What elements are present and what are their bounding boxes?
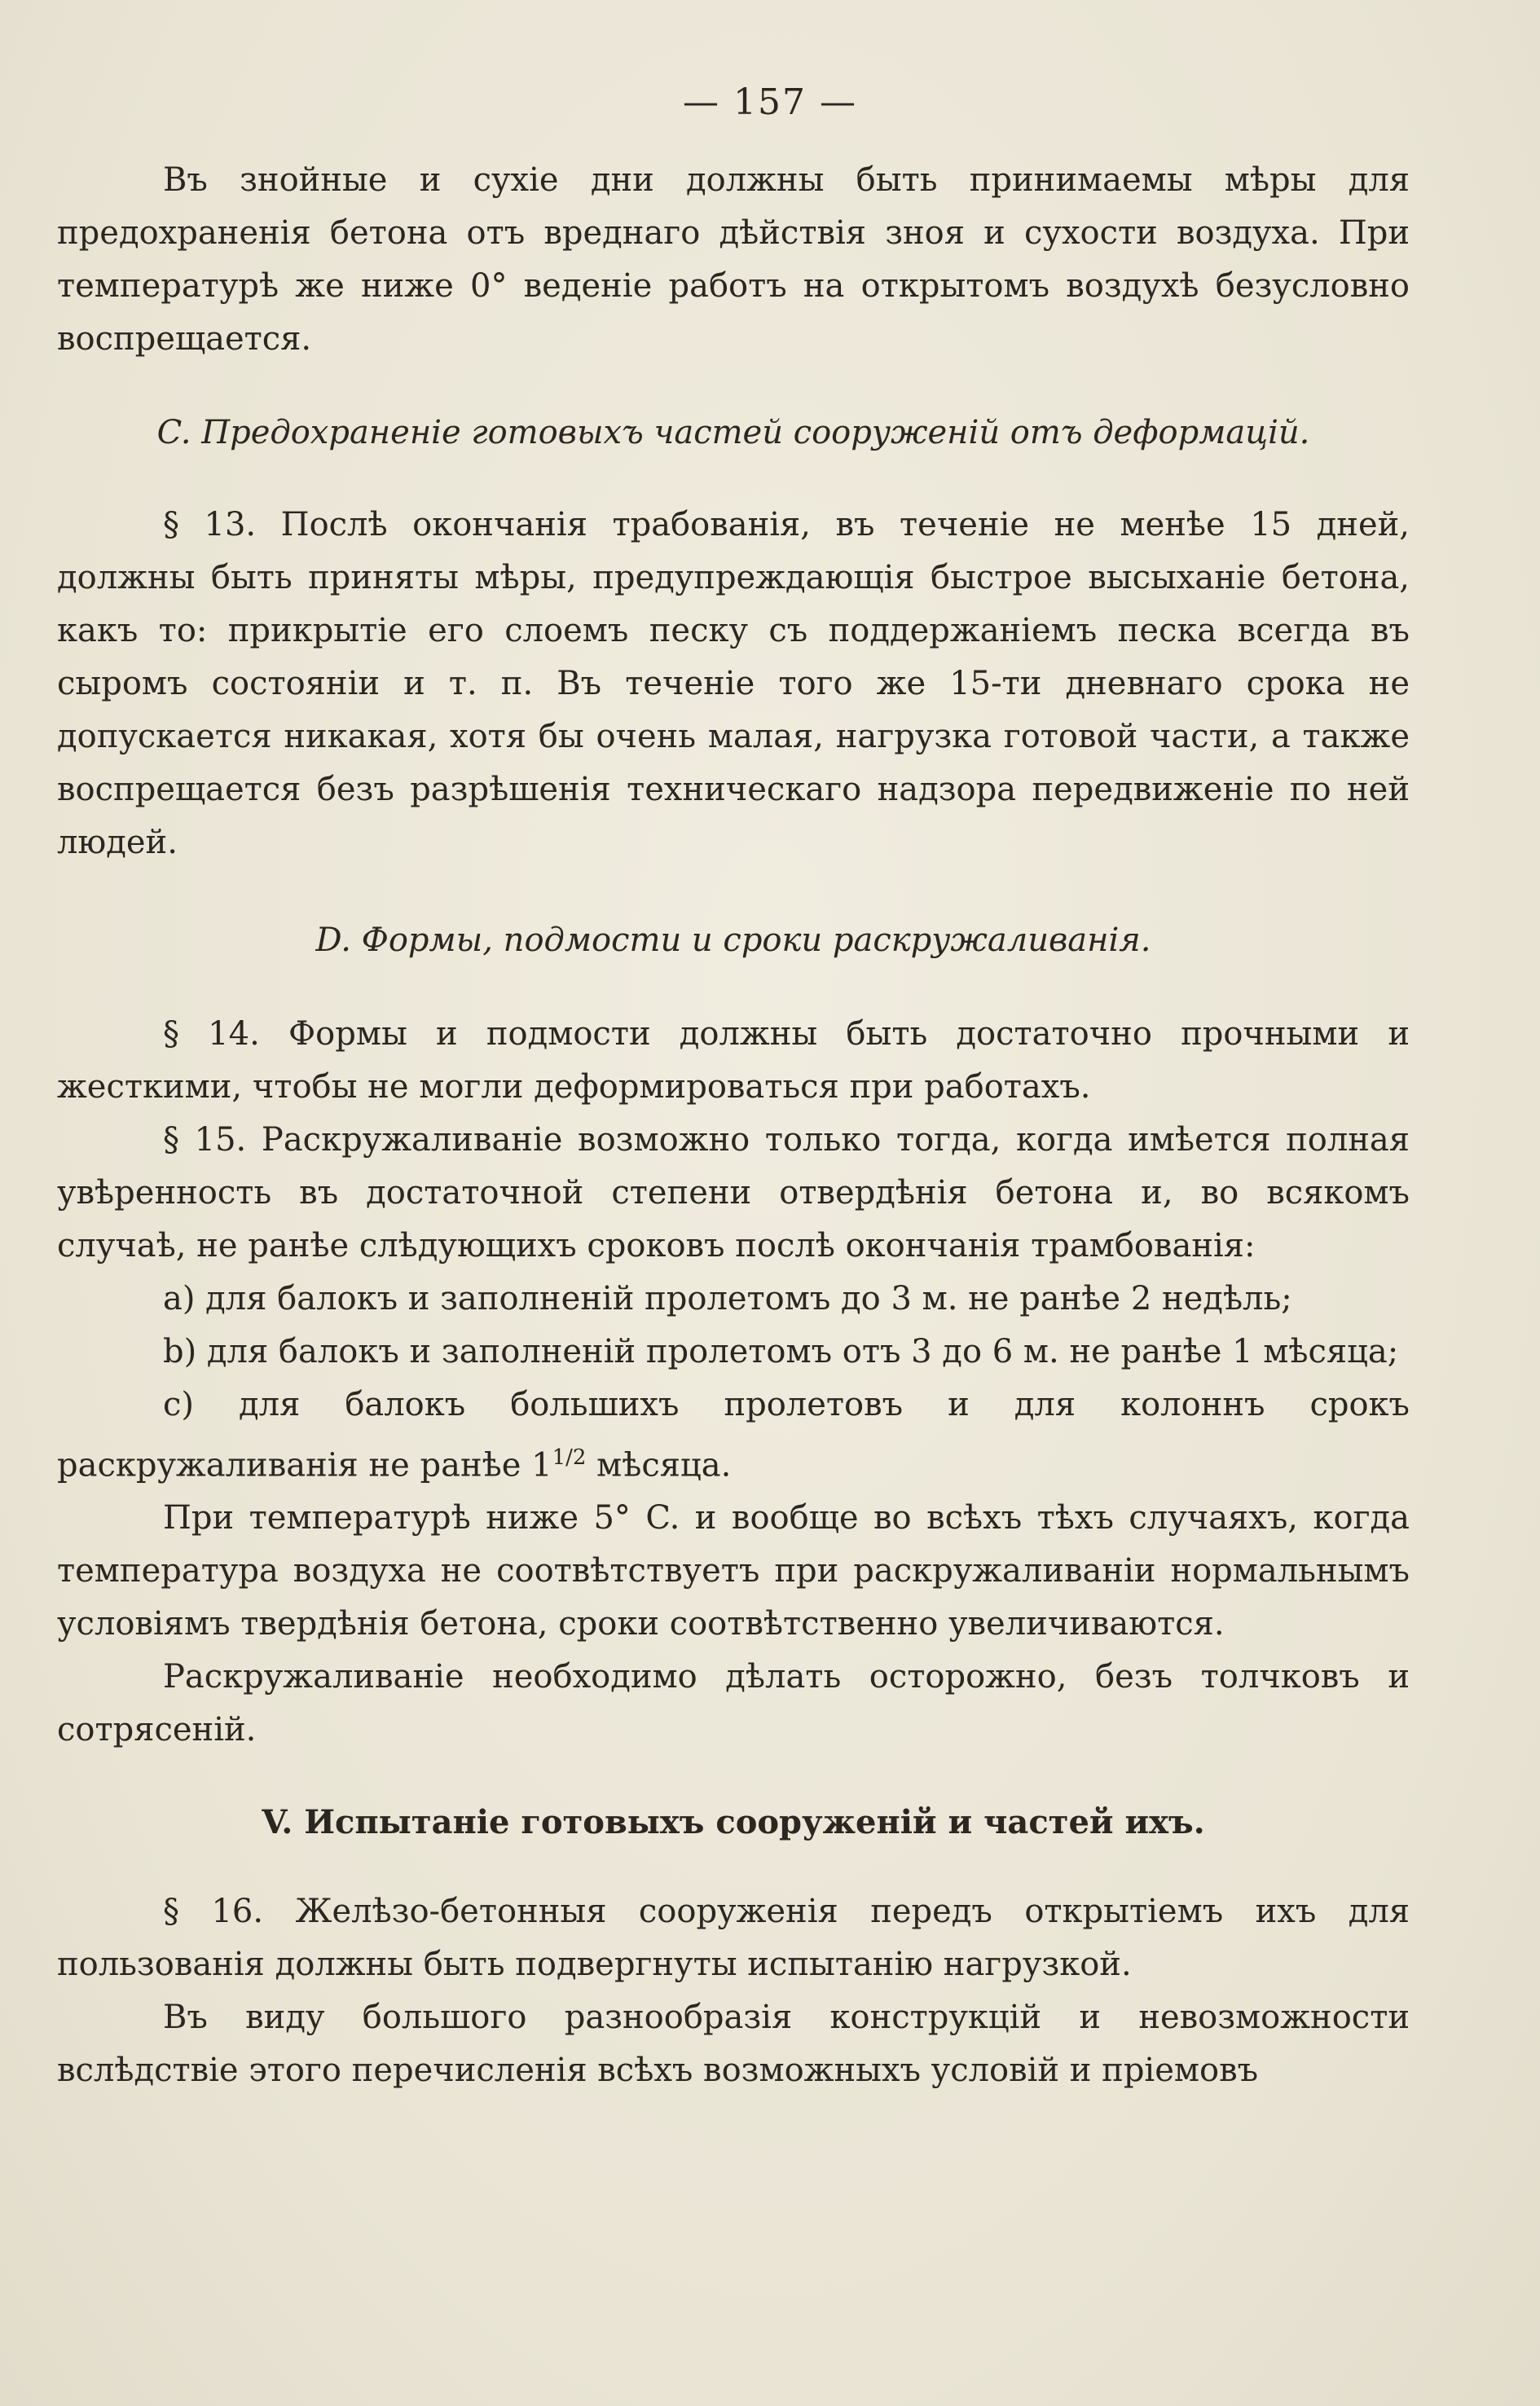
subsection-c-title: C. Предохраненіе готовыхъ частей сооруженій отъ деформацій.	[156, 414, 1310, 451]
paragraph-15: § 15. Раскружаливаніе возможно только тогда, когда имѣется полная увѣренность въ достаточной степени отвердѣнія бетона и, во всякомъ случаѣ, не ранѣе слѣдующихъ сроковъ послѣ окончанія трамбованія:	[57, 1121, 1410, 1265]
page-number: — 157 —	[683, 81, 857, 123]
paragraph-careful: Раскружаливаніе необходимо дѣлать осторожно, безъ толчковъ и сотрясеній.	[57, 1658, 1410, 1749]
paragraph-last: Въ виду большого разнообразія конструкцій и невозможности вслѣдствіе этого перечисленія всѣхъ возможныхъ условій и пріемовъ	[57, 1999, 1410, 2090]
paragraph-13: § 13. Послѣ окончанія трабованія, въ теченіе не менѣе 15 дней, должны быть приняты мѣры, предупреждающія быстрое высыханіе бетона, какъ то: прикрытіе его слоемъ песку съ поддержаніемъ песка всегда въ сыромъ состояніи и т. п. Въ теченіе того же 15-ти дневнаго срока не допускается никакая, хотя бы очень малая, нагрузка готовой части, а также воспрещается безъ разрѣшенія техническаго надзора передвиженіе по ней людей.	[57, 506, 1410, 861]
paragraph-14: § 14. Формы и подмости должны быть достаточно прочными и жесткими, чтобы не могли деформироваться при работахъ.	[57, 1015, 1410, 1106]
subsection-d-title: D. Формы, подмости и сроки раскружаливанія.	[315, 921, 1151, 959]
fraction-one-half: 1/2	[552, 1445, 587, 1470]
list-item-c-start: c) для балокъ большихъ пролетовъ и для колоннъ срокъ раскружаливанія не ранѣе 1	[57, 1386, 1410, 1485]
section-v-title: V. Испытаніе готовыхъ сооруженій и частей ихъ.	[262, 1803, 1205, 1842]
paragraph-temperature: При температурѣ ниже 5° C. и вообще во всѣхъ тѣхъ случаяхъ, когда температура воздуха не соотвѣтствуетъ при раскружаливаніи нормальнымъ условіямъ твердѣнія бетона, сроки соотвѣтственно увеличиваются.	[57, 1499, 1410, 1643]
list-item-c-end: мѣсяца.	[586, 1446, 732, 1485]
paragraph-heat-dryness: Въ знойные и сухіе дни должны быть принимаемы мѣры для предохраненія бетона отъ вреднаго дѣйствія зноя и сухости воздуха. При температурѣ же ниже 0° веденіе работъ на открытомъ воздухѣ безусловно воспрещается.	[57, 161, 1410, 358]
paragraph-16: § 16. Желѣзо-бетонныя сооруженія передъ открытіемъ ихъ для пользованія должны быть подвергнуты испытанію нагрузкой.	[57, 1893, 1410, 1984]
list-item-a: a) для балокъ и заполненій пролетомъ до 3 м. не ранѣе 2 недѣль;	[163, 1280, 1292, 1317]
list-item-c	[57, 1379, 1410, 1492]
list-item-b: b) для балокъ и заполненій пролетомъ отъ 3 до 6 м. не ранѣе 1 мѣсяца;	[163, 1333, 1399, 1370]
